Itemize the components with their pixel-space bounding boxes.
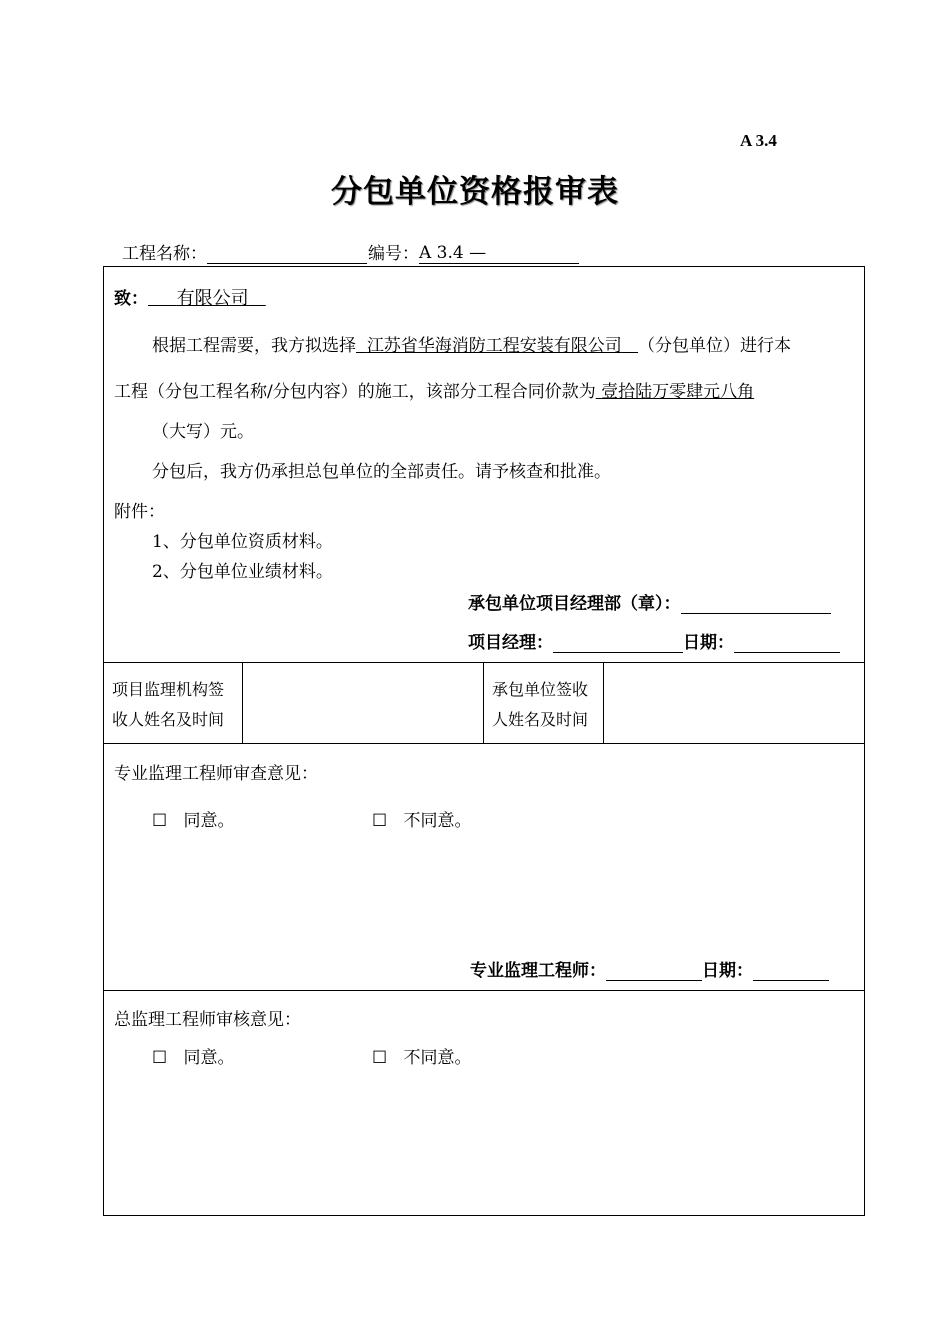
manager-date-label: 日期： — [683, 633, 734, 653]
contract-amount-value: 壹拾陆万零肆元八角 — [601, 382, 755, 402]
contract-amount[interactable] — [596, 382, 754, 402]
to-recipient-value: 有限公司 — [176, 288, 249, 309]
attachments-label: 附件： — [114, 502, 165, 522]
to-recipient[interactable] — [148, 288, 266, 309]
project-name-label: 工程名称： — [122, 244, 207, 264]
checkbox-icon[interactable]: ☐ — [372, 811, 388, 831]
number-field — [368, 239, 579, 264]
specialist-sign-blank[interactable] — [606, 960, 702, 981]
specialist-agree-option[interactable] — [152, 806, 234, 831]
checkbox-icon[interactable]: ☐ — [152, 1048, 168, 1068]
page-title: 分包单位资格报审表 — [331, 174, 619, 210]
form-table — [103, 266, 865, 1216]
application-section — [104, 267, 865, 663]
para1-prefix: 根据工程需要，我方拟选择 — [152, 336, 356, 356]
specialist-date-blank[interactable] — [753, 960, 829, 981]
para2-prefix: 工程（分包工程名称/分包内容）的施工，该部分工程合同价款为 — [114, 382, 596, 402]
specialist-sign-line — [470, 956, 829, 981]
specialist-disagree-option[interactable] — [372, 806, 471, 831]
supervisor-receipt-label-line2: 收人姓名及时间 — [112, 710, 225, 729]
chief-review-section — [104, 991, 865, 1216]
specialist-disagree-label: 不同意。 — [403, 811, 472, 831]
form-code: A 3.4 — [740, 131, 777, 150]
seal-label: 承包单位项目经理部（章）： — [468, 594, 681, 614]
specialist-sign-label: 专业监理工程师： — [470, 961, 606, 981]
para1-mid: （分包单位）进行本 — [638, 336, 792, 356]
specialist-review-label: 专业监理工程师审查意见： — [114, 764, 318, 784]
checkbox-icon[interactable]: ☐ — [152, 811, 168, 831]
subcontractor-value: 江苏省华海消防工程安装有限公司 — [366, 336, 622, 356]
subcontractor-name[interactable] — [356, 336, 638, 356]
supervisor-receipt-label-line1: 项目监理机构签 — [112, 680, 225, 699]
number-blank[interactable] — [419, 243, 579, 264]
specialist-review-section — [104, 744, 865, 991]
manager-blank[interactable] — [553, 632, 683, 653]
chief-disagree-option[interactable] — [372, 1043, 471, 1068]
manager-label: 项目经理： — [468, 633, 553, 653]
to-label: 致： — [114, 289, 148, 309]
chief-agree-option[interactable] — [152, 1043, 234, 1068]
manager-line — [468, 628, 840, 653]
chief-review-label: 总监理工程师审核意见： — [114, 1010, 301, 1030]
project-name-blank[interactable] — [207, 243, 367, 264]
specialist-date-label: 日期： — [702, 961, 753, 981]
supervisor-receipt-value-cell[interactable] — [243, 663, 484, 744]
contractor-receipt-value-cell[interactable] — [604, 663, 865, 744]
checkbox-icon[interactable]: ☐ — [372, 1048, 388, 1068]
chief-agree-label: 同意。 — [183, 1048, 235, 1068]
project-name-field — [122, 239, 367, 264]
to-line — [114, 284, 266, 310]
attachment-item: 2、分包单位业绩材料。 — [152, 562, 333, 582]
attachment-item: 1、分包单位资质材料。 — [152, 532, 333, 552]
paragraph-2 — [114, 377, 754, 402]
chief-disagree-label: 不同意。 — [403, 1048, 472, 1068]
seal-blank[interactable] — [681, 593, 831, 614]
number-value: A 3.4 — — [419, 243, 487, 263]
supervisor-receipt-label-cell — [104, 663, 243, 744]
specialist-agree-label: 同意。 — [183, 811, 235, 831]
contractor-receipt-label-cell — [484, 663, 604, 744]
paragraph-4: 分包后，我方仍承担总包单位的全部责任。请予核查和批准。 — [152, 462, 611, 482]
number-label: 编号： — [368, 244, 419, 264]
paragraph-1 — [152, 331, 791, 356]
contractor-receipt-label-line1: 承包单位签收 — [492, 680, 589, 699]
manager-date-blank[interactable] — [734, 632, 840, 653]
paragraph-3: （大写）元。 — [152, 422, 254, 442]
contractor-receipt-label-line2: 人姓名及时间 — [492, 710, 589, 729]
seal-line — [468, 589, 831, 614]
